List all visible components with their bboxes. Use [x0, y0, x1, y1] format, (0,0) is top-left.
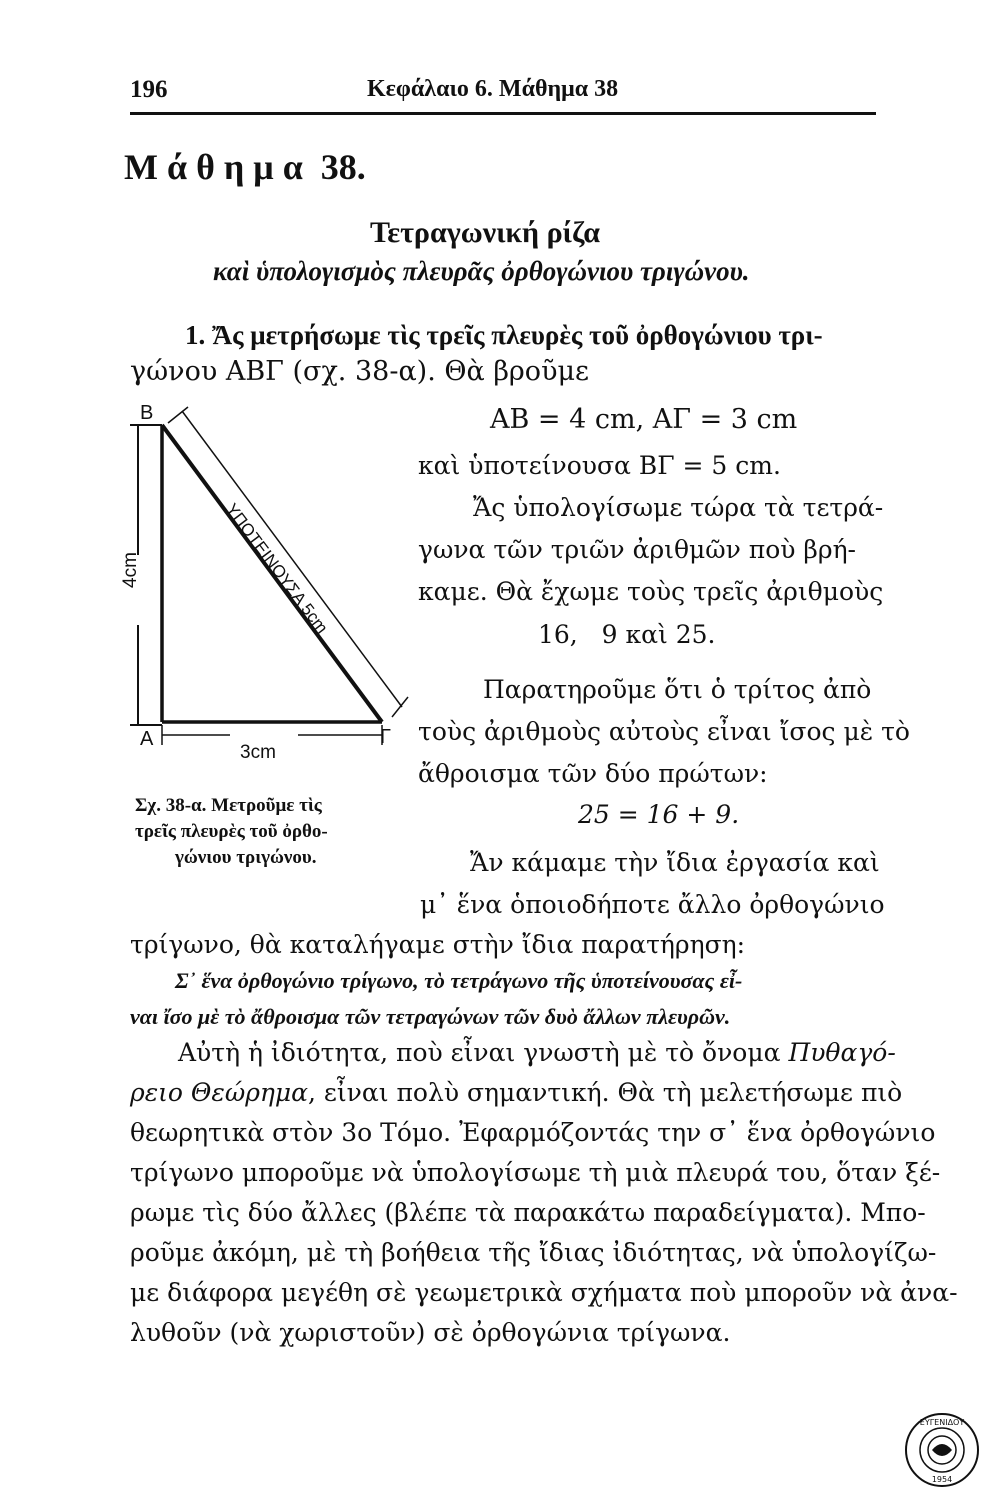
- body-line3: θεωρητικὰ στὸν 3ο Τόμο. Ἐφαρμόζοντάς την σ᾽ ἕνα ὀρθογώνιο: [130, 1118, 936, 1147]
- obs-line3: ἄθροισμα τῶν δύο πρώτων:: [418, 759, 768, 788]
- body-line8: λυθοῦν (νὰ χωριστοῦν) σὲ ὀρθογώνια τρίγωνα.: [130, 1318, 731, 1347]
- label-ab: 4cm: [120, 552, 141, 588]
- right-para-line1: Ἄς ὑπολογίσωμε τώρα τὰ τετρά-: [473, 493, 884, 522]
- pyth-line1: [178, 1038, 896, 1067]
- pythagorean-term-part2: ρειο Θεώρημα: [130, 1078, 309, 1107]
- body-line7: με διάφορα μεγέθη σὲ γεωμετρικὰ σχήματα ποὺ μποροῦν νὰ ἀνα-: [130, 1278, 958, 1307]
- svg-text:ΕΥΓΕΝΙΔΟΥ: ΕΥΓΕΝΙΔΟΥ: [919, 1418, 965, 1427]
- foundation-stamp-logo: [902, 1410, 982, 1490]
- figure-caption-line3: γώνιου τριγώνου.: [175, 847, 317, 868]
- section-title: Τετραγωνική ρίζα: [370, 216, 601, 249]
- header-rule: [130, 112, 876, 115]
- eq-sides: AB = 4 cm, ΑΓ = 3 cm: [490, 404, 798, 435]
- eq-hypotenuse: καὶ ὑποτείνουσα ΒΓ = 5 cm.: [418, 451, 781, 480]
- work-line1: Ἄν κάμαμε τὴν ἴδια ἐργασία καὶ: [470, 848, 880, 877]
- label-ag: 3cm: [240, 742, 276, 763]
- rule-line1: Σ᾽ ἕνα ὀρθογώνιο τρίγωνο, τὸ τετράγωνο τῆς ὑποτείνουσας εἶ-: [175, 968, 743, 993]
- para1-line1: 1. Ἄς μετρήσωμε τὶς τρεῖς πλευρὲς τοῦ ὀρθογώνιου τρι-: [185, 320, 823, 350]
- pythagorean-term-part1: Πυθαγό-: [788, 1038, 896, 1067]
- body-line4: τρίγωνο μποροῦμε νὰ ὑπολογίσωμε τὴ μιὰ πλευρά του, ὅταν ξέ-: [130, 1158, 941, 1187]
- work-line2: μ᾽ ἕνα ὁποιοδήποτε ἄλλο ὀρθογώνιο: [420, 890, 885, 919]
- section-subtitle: καὶ ὑπολογισμὸς πλευρᾶς ὀρθογώνιου τριγώνου.: [213, 256, 750, 286]
- pyth-line1-text: Αὐτὴ ἡ ἰδιότητα, ποὺ εἶναι γνωστὴ μὲ τὸ ὄνομα: [178, 1038, 789, 1067]
- pyth-line2: [130, 1078, 902, 1107]
- obs-line1: Παρατηροῦμε ὅτι ὁ τρίτος ἀπὸ: [483, 675, 872, 704]
- page-number: 196: [130, 76, 168, 103]
- obs-line2: τοὺς ἀριθμοὺς αὐτοὺς εἶναι ἴσος μὲ τὸ: [418, 717, 910, 746]
- lesson-heading: Μ ά θ η μ α 38.: [124, 147, 366, 187]
- sum-equation: 25 = 16 + 9.: [578, 800, 740, 829]
- right-para-line3: καμε. Θὰ ἔχωμε τοὺς τρεῖς ἀριθμοὺς: [418, 577, 884, 606]
- svg-text:1954: 1954: [931, 1475, 953, 1484]
- para1-line2: γώνου ΑΒΓ (σχ. 38-α). Θὰ βροῦμε: [130, 356, 590, 387]
- running-title: Κεφάλαιο 6. Μάθημα 38: [367, 76, 619, 102]
- numbers-line: 16, 9 καὶ 25.: [538, 620, 716, 649]
- triangle-figure: [120, 395, 410, 800]
- figure-caption-line1: Σχ. 38-α. Μετροῦμε τὶς: [135, 795, 322, 816]
- right-para-line2: γωνα τῶν τριῶν ἀριθμῶν ποὺ βρή-: [418, 535, 856, 564]
- full-line1: τρίγωνο, θὰ καταλήγαμε στὴν ἴδια παρατήρηση:: [130, 930, 746, 959]
- figure-caption-line2: τρεῖς πλευρὲς τοῦ ὀρθο-: [135, 821, 328, 842]
- body-line5: ρωμε τὶς δύο ἄλλες (βλέπε τὰ παρακάτω παραδείγματα). Μπο-: [130, 1198, 926, 1227]
- vertex-g-label: Γ: [380, 726, 392, 748]
- vertex-b-label: B: [140, 402, 154, 424]
- rule-line2: ναι ἴσο μὲ τὸ ἄθροισμα τῶν τετραγώνων τῶν δυὸ ἄλλων πλευρῶν.: [130, 1004, 731, 1029]
- label-hypotenuse: ΥΠΟΤΕΙΝΟΥΣΑ 5cm: [221, 500, 332, 638]
- vertex-a-label: A: [140, 728, 154, 750]
- body-line6: ροῦμε ἀκόμη, μὲ τὴ βοήθεια τῆς ἴδιας ἰδιότητας, νὰ ὑπολογίζω-: [130, 1238, 937, 1267]
- pyth-line2-text: , εἶναι πολὺ σημαντική. Θὰ τὴ μελετήσωμε πιὸ: [308, 1078, 903, 1107]
